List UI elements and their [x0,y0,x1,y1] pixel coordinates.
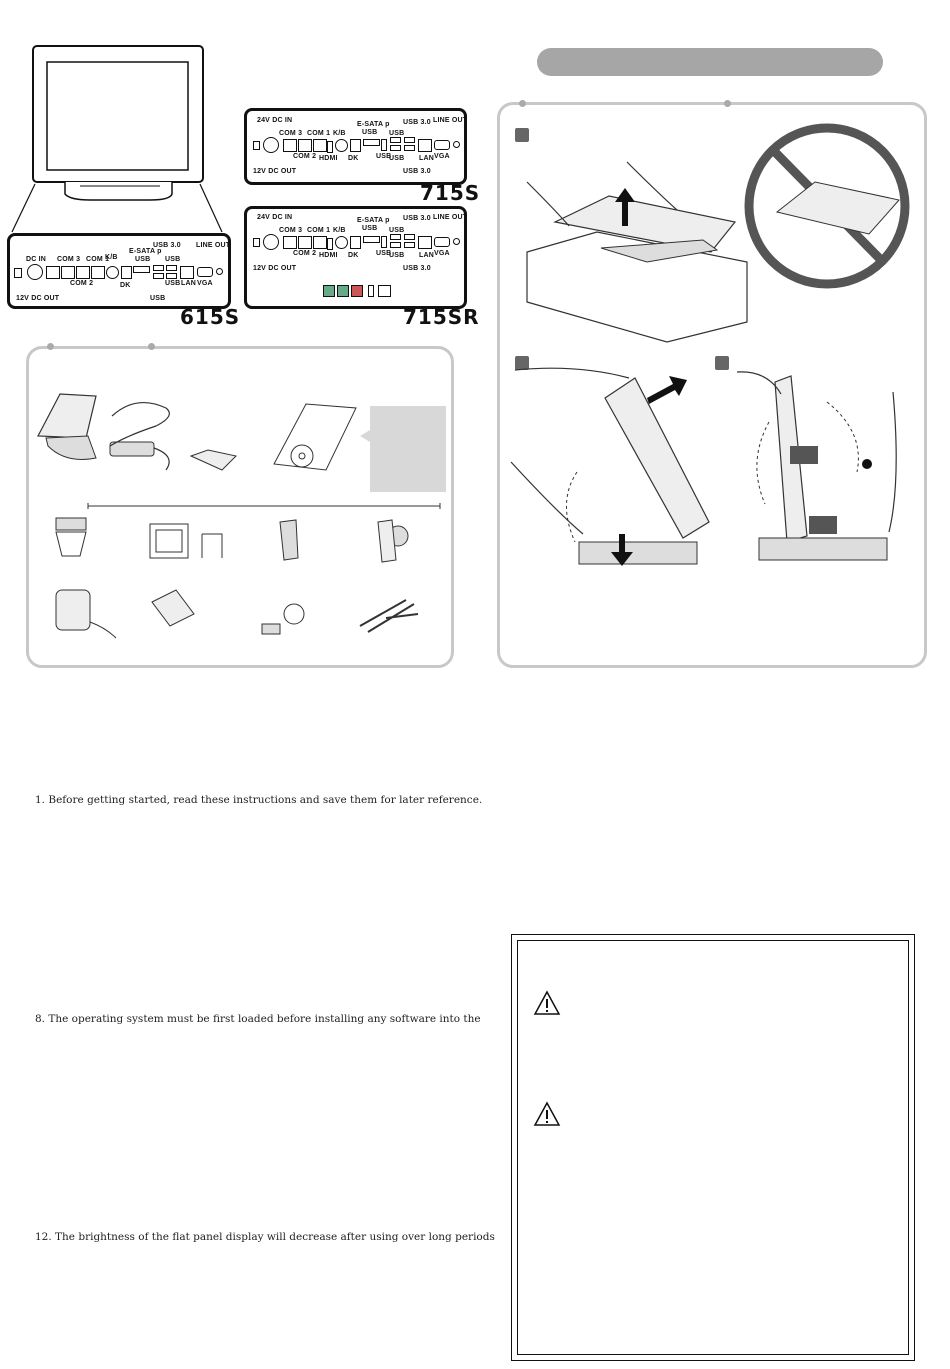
usb-port [390,145,401,151]
com1-port [91,266,105,279]
com3-port [46,266,60,279]
port-label-usb-d: USB [150,295,166,302]
line-out-port [453,238,460,245]
port-label-dc-out: 12V DC OUT [16,295,60,302]
port-label-com2: COM 2 [70,280,94,287]
lan-port [418,139,432,152]
vga-port [434,140,450,150]
model-label-715sr: 715SR [403,305,480,329]
usb-port [404,242,415,248]
port-label-hdmi: HDMI [319,252,338,259]
extra-port-red [351,285,363,297]
kb-port [335,236,348,249]
com2-port [76,266,90,279]
port-label-line-out: LINE OUT [433,117,468,124]
port-label-line-out: LINE OUT [433,214,468,221]
usb-port [166,265,177,271]
port-label-usb-c: USB [389,252,405,259]
port-label-line-out: LINE OUT [196,242,231,249]
port-label-usb-c: USB [376,153,392,160]
port-label-dc-out: 12V DC OUT [253,168,297,175]
port-label-vga: VGA [434,250,450,257]
port-label-usb-b: USB [389,130,405,137]
section-header-bar [537,48,883,76]
extra-usb-port [368,285,374,297]
port-label-lan: LAN [181,280,196,287]
instruction-item-8: 8. The operating system must be first loaded before installing any software into the [35,1013,481,1025]
esata-port [133,266,150,273]
io-panel-615s [7,233,231,309]
line-out-port [216,268,223,275]
port-label-usb30: USB 3.0 [403,215,431,222]
dc-in-jack [263,137,279,153]
port-label-usb-b: USB [165,256,181,263]
vga-port [197,267,213,277]
port-label-kb: K/B [333,227,346,234]
port-label-kb: K/B [105,254,118,261]
port-label-com3: COM 3 [279,227,303,234]
esata-port [363,139,380,146]
port-label-dc-in: DC IN [26,256,47,263]
port-label-kb: K/B [333,130,346,137]
com-port [61,266,75,279]
dc-in-port [14,268,22,278]
com1-port [313,236,327,249]
port-label-usb30: USB 3.0 [403,119,431,126]
usb-port [404,137,415,143]
hdmi-port [327,238,333,250]
dk-port [350,236,361,249]
stand-adjustment-illustration [497,102,923,664]
port-label-usb30: USB 3.0 [153,242,181,249]
vga-port [434,237,450,247]
extra-port-green [337,285,349,297]
lan-port [180,266,194,279]
port-label-dk: DK [348,252,359,259]
extra-lan-port [378,285,391,297]
com3-port [283,139,297,152]
dc-out-port [253,238,260,247]
port-label-dc-in: 24V DC IN [257,214,293,221]
warning-triangle-icon [533,990,561,1016]
usb-port [153,265,164,271]
port-label-com1: COM 1 [307,227,331,234]
port-label-usb-c: USB [389,155,405,162]
usb-port [381,236,387,248]
port-label-dc-out: 12V DC OUT [253,265,297,272]
warning-box-inner [517,940,909,1355]
port-label-usb30-b: USB 3.0 [403,168,431,175]
port-label-vga: VGA [197,280,213,287]
usb-port [153,273,164,279]
com3-port [283,236,297,249]
hdmi-port [327,141,333,153]
port-label-usb: USB [362,225,378,232]
dk-port [350,139,361,152]
port-label-lan: LAN [419,155,434,162]
port-label-com2: COM 2 [293,153,317,160]
port-label-usb-c: USB [376,250,392,257]
usb-port [166,273,177,279]
dc-in-jack [27,264,43,280]
lan-port [418,236,432,249]
com1-port [313,139,327,152]
package-contents-illustration [26,346,450,664]
usb-port [381,139,387,151]
kb-port [335,139,348,152]
port-label-com1: COM 1 [307,130,331,137]
port-label-esata: E-SATA p [129,248,162,255]
model-label-715s: 715S [420,181,481,205]
esata-port [363,236,380,243]
port-label-vga: VGA [434,153,450,160]
port-label-hdmi: HDMI [319,155,338,162]
dc-in-jack [263,234,279,250]
port-label-esata: E-SATA p [357,217,390,224]
usb-port [390,137,401,143]
port-label-usb30-b: USB 3.0 [403,265,431,272]
port-label-usb-b: USB [389,227,405,234]
io-panel-715s [244,108,467,185]
io-panel-715sr [244,206,467,309]
dk-port [121,266,132,279]
usb-port [404,145,415,151]
port-label-dc-in: 24V DC IN [257,117,293,124]
line-out-port [453,141,460,148]
port-label-com3: COM 3 [57,256,81,263]
usb-port [390,242,401,248]
instruction-item-1: 1. Before getting started, read these instructions and save them for later reference. [35,794,483,806]
model-label-615s: 615S [180,305,241,329]
com2-port [298,236,312,249]
instruction-item-12: 12. The brightness of the flat panel display will decrease after using over long periods [35,1231,495,1243]
kb-port [106,266,119,279]
port-label-esata: E-SATA p [357,121,390,128]
port-label-com3: COM 3 [279,130,303,137]
port-label-lan: LAN [419,252,434,259]
port-label-usb-c: USB [165,280,181,287]
usb-port [404,234,415,240]
port-label-dk: DK [120,282,131,289]
warning-triangle-icon [533,1101,561,1127]
port-label-usb: USB [135,256,151,263]
usb-port [390,234,401,240]
com2-port [298,139,312,152]
port-label-com2: COM 2 [293,250,317,257]
port-label-com1: COM 1 [86,256,110,263]
port-label-usb: USB [362,129,378,136]
port-label-dk: DK [348,155,359,162]
extra-port-green [323,285,335,297]
dc-out-port [253,141,260,150]
